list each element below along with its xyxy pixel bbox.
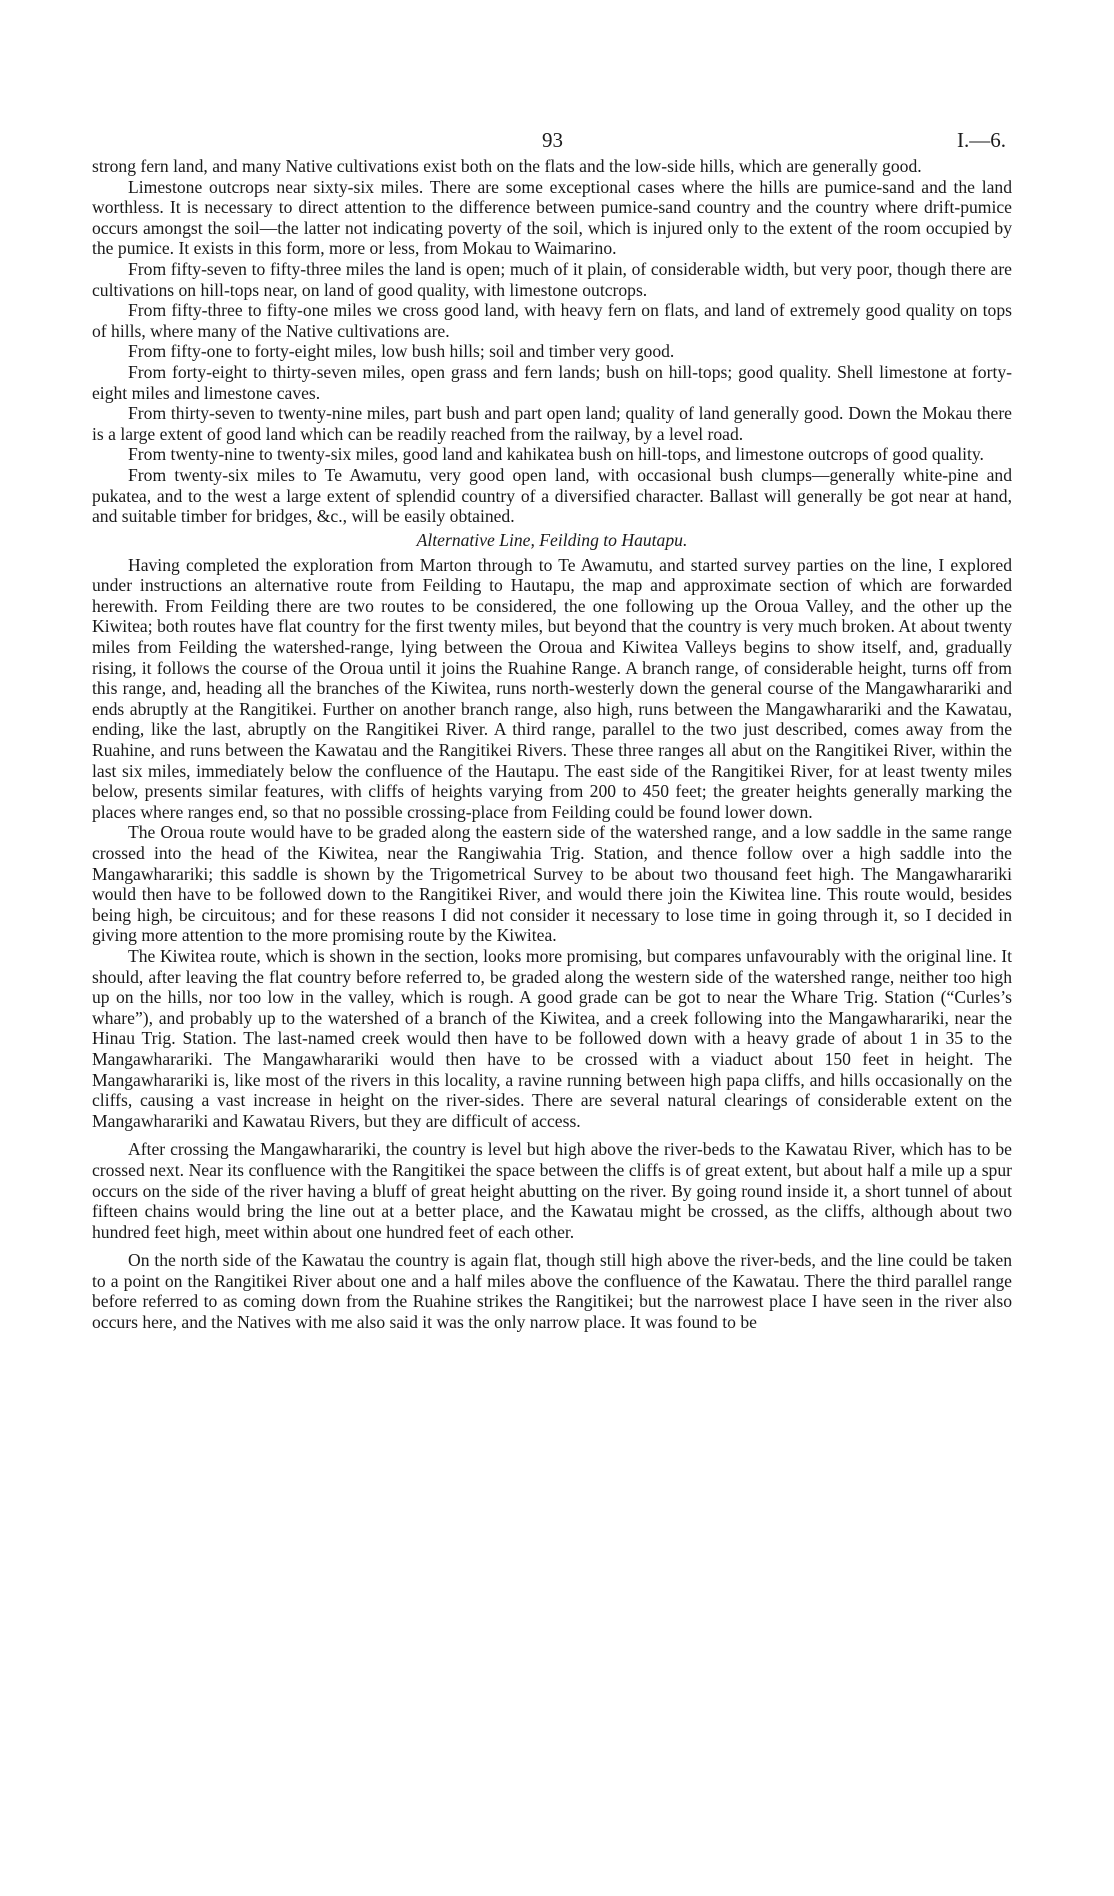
page-number: 93: [542, 128, 563, 152]
paragraph: From fifty-one to forty-eight miles, low bush hills; soil and timber very good.: [128, 341, 675, 362]
paragraph: The Kiwitea route, which is shown in the section, looks more promising, but compares unfavourably with the original line. It should, after leaving the flat country before referred to, be graded along the western side of the watershed range, neither too high up on the hills, nor too low in the valley, which is rough. A good grade can be got to near the Whare Trig. Station (“Curles’s whare”), and probably up to the watershed of a branch of the Kiwitea, and a creek following into the Mangawharariki, near the Hinau Trig. Station. The last-named creek would then have to be followed down with a heavy grade of about 1 in 35 to the Mangawharariki. The Mangawharariki would then have to be crossed with a viaduct about 150 feet in height. The Mangawharariki is, like most of the rivers in this locality, a ravine running between high papa cliffs, and hills occasionally on the cliffs, causing a vast increase in height on the river-sides. There are several natural clearings of considerable extent on the Mangawharariki and Kawatau Rivers, but they are difficult of access.: [92, 945, 1012, 1131]
paragraph: From forty-eight to thirty-seven miles, open grass and fern lands; bush on hill-tops; good quality. Shell limestone at forty-eight miles and limestone caves.: [92, 361, 1012, 403]
paragraph: strong fern land, and many Native cultivations exist both on the flats and the low-side hills, which are generally good.: [92, 156, 922, 176]
paragraph: From twenty-nine to twenty-six miles, good land and kahikatea bush on hill-tops, and limestone outcrops of good quality.: [128, 444, 984, 465]
paragraph: The Oroua route would have to be graded along the eastern side of the watershed range, and a low saddle in the same range crossed into the head of the Kiwitea, near the Rangiwahia Trig. Station, and thence follow over a high saddle into the Mangawharariki; this saddle is shown by the Trigometrical Survey to be about two thousand feet high. The Mangawharariki would then have to be followed down to the Rangitikei River, and would there join the Kiwitea line. This route would, besides being high, be circuitous; and for these reasons I did not consider it necessary to lose time in going through it, so I decided in giving more attention to the more promising route by the Kiwitea.: [92, 822, 1012, 946]
paragraph: Limestone outcrops near sixty-six miles. There are some exceptional cases where the hills are pumice-sand and the land worthless. It is necessary to direct attention to the difference between pumice-sand country and the country where drift-pumice occurs amongst the soil—the latter not indicating poverty of the soil, which is injured only to the extent of the room occupied by the pumice. It exists in this form, more or less, from Mokau to Waimarino.: [92, 176, 1012, 259]
paragraph: After crossing the Mangawharariki, the country is level but high above the river-beds to the Kawatau River, which has to be crossed next. Near its confluence with the Rangitikei the space between the cliffs is of great extent, but about half a mile up a spur occurs on the side of the river having a bluff of great height abutting on the river. By going round inside it, a short tunnel of about fifteen chains would bring the line out at a better place, and the Kawatau might be crossed, as the cliffs, although about two hundred feet high, meet within about one hundred feet of each other.: [92, 1139, 1012, 1242]
document-reference: I.—6.: [957, 128, 1006, 152]
paragraph: From thirty-seven to twenty-nine miles, part bush and part open land; quality of land generally good. Down the Mokau there is a large extent of good land which can be readily reached from the railway, by a level road.: [92, 403, 1012, 444]
section-heading: Alternative Line, Feilding to Hautapu.: [416, 529, 688, 550]
paragraph: From fifty-three to fifty-one miles we cross good land, with heavy fern on flats, and land of extremely good quality on tops of hills, where many of the Native cultivations are.: [92, 300, 1012, 341]
document-page: [92, 120, 1012, 1333]
page-header: [92, 120, 1012, 156]
paragraph: From fifty-seven to fifty-three miles the land is open; much of it plain, of considerable width, but very poor, though there are cultivations on hill-tops near, on land of good quality, with limestone outcrops.: [92, 258, 1012, 300]
paragraph: From twenty-six miles to Te Awamutu, very good open land, with occasional bush clumps—generally white-pine and pukatea, and to the west a large extent of splendid country of a diversified character. Ballast will generally be got near at hand, and suitable timber for bridges, &c., will be easily obtained.: [92, 464, 1012, 527]
paragraph: On the north side of the Kawatau the country is again flat, though still high above the river-beds, and the line could be taken to a point on the Rangitikei River about one and a half miles above the confluence of the Kawatau. There the third parallel range before referred to as coming down from the Ruahine strikes the Rangitikei; but the narrowest place I have seen in the river also occurs here, and the Natives with me also said it was the only narrow place. It was found to be: [92, 1250, 1012, 1333]
paragraph: Having completed the exploration from Marton through to Te Awamutu, and started survey parties on the line, I explored under instructions an alternative route from Feilding to Hautapu, the map and approximate section of which are forwarded herewith. From Feilding there are two routes to be considered, the one following up the Oroua Valley, and the other up the Kiwitea; both routes have flat country for the first twenty miles, but beyond that the country is very much broken. At about twenty miles from Feilding the watershed-range, lying between the Oroua and Kiwitea Valleys begins to show itself, and, gradually rising, it follows the course of the Oroua until it joins the Ruahine Range. A branch range, of considerable height, turns off from this range, and, heading all the branches of the Kiwitea, runs north-westerly down the general course of the Mangawharariki and ends abruptly at the Rangitikei. Further on another branch range, also high, runs between the Mangawharariki and the Kawatau, ending, like the last, abruptly on the Rangitikei River. A third range, parallel to the two just described, comes away from the Ruahine, and runs between the Kawatau and the Rangitikei Rivers. These three ranges all abut on the Rangitikei River, within the last six miles, immediately below the confluence of the Hautapu. The east side of the Rangitikei River, for at least twenty miles below, presents similar features, with cliffs of heights varying from 200 to 450 feet; the greater heights generally marking the places where ranges end, so that no possible crossing-place from Feilding could be found lower down.: [92, 554, 1012, 822]
body-text: [92, 156, 1012, 1333]
